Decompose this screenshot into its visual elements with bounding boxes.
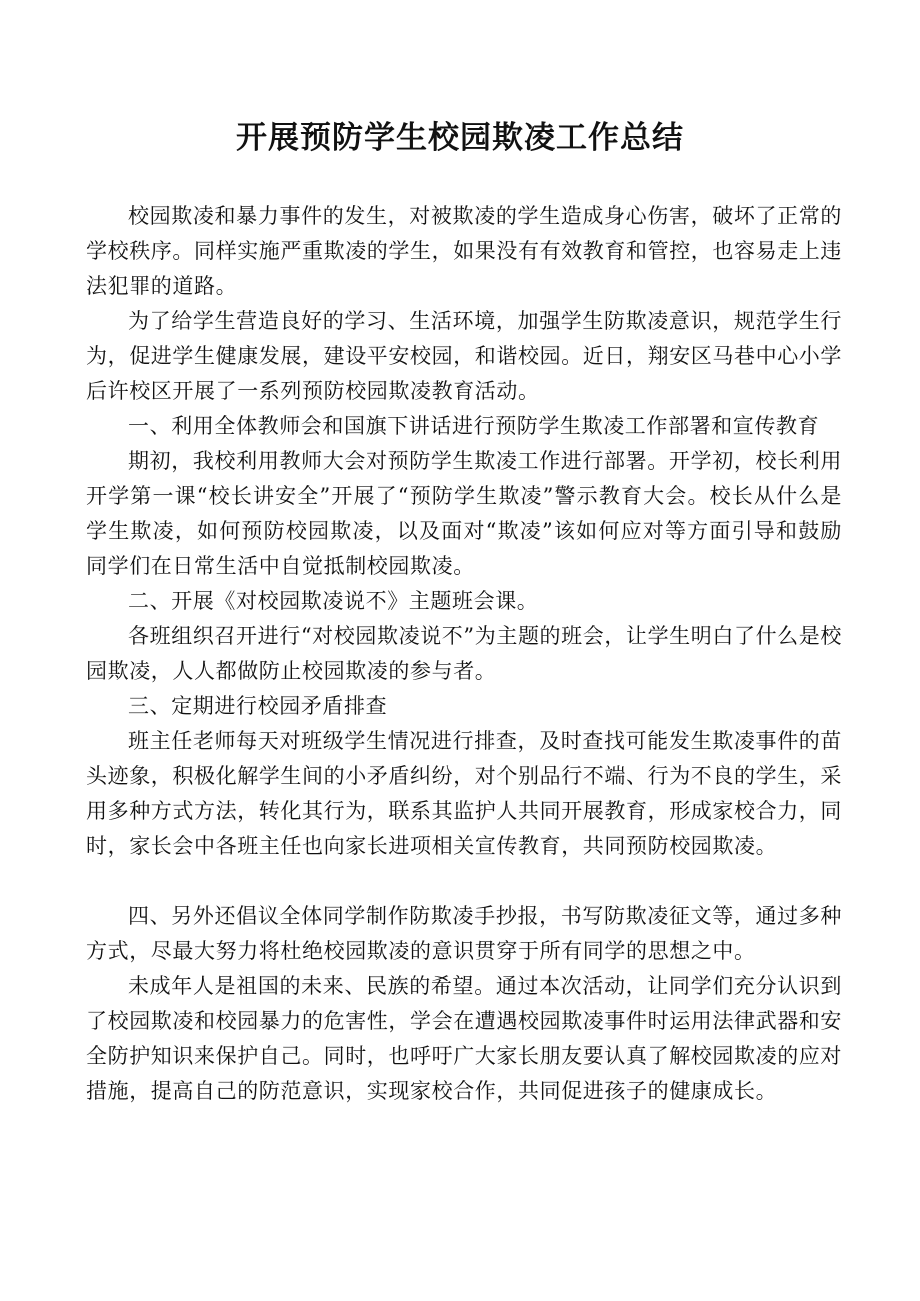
paragraph-section-2: 各班组织召开进行“对校园欺凌说不”为主题的班会，让学生明白了什么是校园欺凌，人人都做防止校园欺凌的参与者。 (86, 624, 842, 683)
paragraph-purpose: 为了给学生营造良好的学习、生活环境，加强学生防欺凌意识，规范学生行为，促进学生健康发展，建设平安校园，和谐校园。近日，翔安区马巷中心小学后许校区开展了一系列预防校园欺凌教育活动。 (86, 309, 842, 403)
section-heading-1: 一、利用全体教师会和国旗下讲话进行预防学生欺凌工作部署和宣传教育 (128, 414, 820, 438)
paragraph-intro: 校园欺凌和暴力事件的发生，对被欺凌的学生造成身心伤害，破坏了正常的学校秩序。同样实施严重欺凌的学生，如果没有有效教育和管控，也容易走上违法犯罪的道路。 (86, 204, 842, 298)
section-heading-2: 二、开展《对校园欺凌说不》主题班会课。 (128, 589, 539, 613)
paragraph-spacer (86, 864, 842, 899)
paragraph-conclusion: 未成年人是祖国的未来、民族的希望。通过本次活动，让同学们充分认识到了校园欺凌和校园暴力的危害性，学会在遭遇校园欺凌事件时运用法律武器和安全防护知识来保护自己。同时，也呼吁广大家长朋友要认真了解校园欺凌的应对措施，提高自己的防范意识，实现家校合作，共同促进孩子的健康成长。 (86, 974, 842, 1103)
document-body (86, 199, 842, 1109)
paragraph-section-4: 四、另外还倡议全体同学制作防欺凌手抄报，书写防欺凌征文等，通过多种方式，尽最大努力将杜绝校园欺凌的意识贯穿于所有同学的思想之中。 (86, 904, 842, 963)
section-heading-3: 三、定期进行校园矛盾排查 (128, 694, 388, 718)
document-title: 开展预防学生校园欺凌工作总结 (236, 120, 684, 156)
paragraph-section-3: 班主任老师每天对班级学生情况进行排查，及时查找可能发生欺凌事件的苗头迹象，积极化解学生间的小矛盾纠纷，对个别品行不端、行为不良的学生，采用多种方式方法，转化其行为，联系其监护人共同开展教育，形成家校合力，同时，家长会中各班主任也向家长进项相关宣传教育，共同预防校园欺凌。 (86, 729, 842, 858)
paragraph-section-1: 期初，我校利用教师大会对预防学生欺凌工作进行部署。开学初，校长利用开学第一课“校长讲安全”开展了“预防学生欺凌”警示教育大会。校长从什么是学生欺凌，如何预防校园欺凌，以及面对“欺凌”该如何应对等方面引导和鼓励同学们在日常生活中自觉抵制校园欺凌。 (86, 449, 842, 578)
